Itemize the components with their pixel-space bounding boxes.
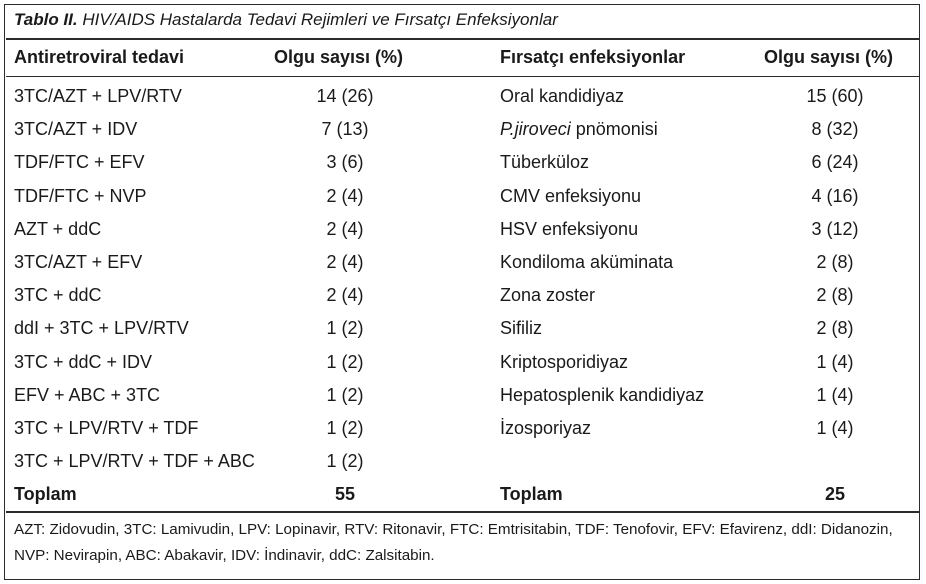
regimen-count-cell: 1 (2) <box>326 385 364 405</box>
header-rule <box>6 76 920 77</box>
infection-count-cell: 2 (8) <box>816 252 854 272</box>
regimen-cell: AZT + ddC <box>14 219 102 239</box>
bottom-rule <box>6 511 920 513</box>
table-caption <box>14 10 558 30</box>
infection-name: Kondiloma aküminata <box>500 252 674 272</box>
infection-name: Oral kandidiyaz <box>500 86 625 106</box>
infection-count-cell: 1 (4) <box>816 385 854 405</box>
header-antiretroviral: Antiretroviral tedavi <box>14 47 185 67</box>
footnote: AZT: Zidovudin, 3TC: Lamivudin, LPV: Lopinavir, RTV: Ritonavir, FTC: Emtrisitabin, TDF: Tenofovir, EFV: Efavirenz, ddI: Didanozin, NVP: Nevirapin, ABC: Abakavir, IDV: İndinavir, ddC: Zalsitabin. <box>14 521 893 564</box>
infection-italic-part: P.jiroveci <box>500 119 571 139</box>
infection-name: Hepatosplenik kandidiyaz <box>500 385 705 405</box>
regimen-cell: EFV + ABC + 3TC <box>14 385 161 405</box>
regimen-count-cell: 7 (13) <box>321 119 369 139</box>
infection-cell <box>500 118 658 140</box>
infection-count-cell: 1 (4) <box>816 418 854 438</box>
infection-count-cell: 1 (4) <box>816 352 854 372</box>
regimen-cell: TDF/FTC + NVP <box>14 186 147 206</box>
infection-name: İzosporiyaz <box>500 418 592 438</box>
infection-name: pnömonisi <box>570 119 658 139</box>
regimen-cell: 3TC + ddC <box>14 285 102 305</box>
infection-cell <box>500 317 542 339</box>
caption-text: HIV/AIDS Hastalarda Tedavi Rejimleri ve Fırsatçı Enfeksiyonlar <box>77 10 558 29</box>
header-right-count: Olgu sayısı (%) <box>764 47 894 67</box>
infection-cell <box>500 251 673 273</box>
right-total-label: Toplam <box>500 484 563 504</box>
regimen-cell: 3TC + LPV/RTV + TDF <box>14 418 199 438</box>
infection-name: CMV enfeksiyonu <box>500 186 642 206</box>
regimen-count-cell: 1 (2) <box>326 418 364 438</box>
left-total-label: Toplam <box>14 484 77 504</box>
infection-name: Sifiliz <box>500 318 543 338</box>
infection-cell <box>500 384 704 406</box>
regimen-cell: 3TC/AZT + IDV <box>14 119 138 139</box>
regimen-cell: 3TC + ddC + IDV <box>14 352 153 372</box>
infection-count-cell: 15 (60) <box>806 86 864 106</box>
header-left-count: Olgu sayısı (%) <box>274 47 404 67</box>
infection-cell <box>500 151 589 173</box>
regimen-count-cell: 2 (4) <box>326 219 364 239</box>
header-infections: Fırsatçı enfeksiyonlar <box>500 47 686 67</box>
infection-count-cell: 4 (16) <box>811 186 859 206</box>
infection-name: Kriptosporidiyaz <box>500 352 629 372</box>
regimen-count-cell: 3 (6) <box>326 152 364 172</box>
infection-name: Zona zoster <box>500 285 596 305</box>
right-total-value: 25 <box>824 484 846 504</box>
infection-count-cell: 8 (32) <box>811 119 859 139</box>
regimen-cell: 3TC/AZT + LPV/RTV <box>14 86 182 106</box>
infection-cell <box>500 284 595 306</box>
regimen-count-cell: 2 (4) <box>326 252 364 272</box>
caption-lead: Tablo II. <box>14 10 78 29</box>
regimen-count-cell: 1 (2) <box>326 352 364 372</box>
top-rule <box>6 38 920 40</box>
infection-cell <box>500 85 624 107</box>
left-total-value: 55 <box>334 484 356 504</box>
infection-cell <box>500 417 591 439</box>
infection-count-cell: 2 (8) <box>816 285 854 305</box>
infection-count-cell: 6 (24) <box>811 152 859 172</box>
regimen-cell: TDF/FTC + EFV <box>14 152 145 172</box>
regimen-count-cell: 14 (26) <box>316 86 374 106</box>
infection-count-cell: 2 (8) <box>816 318 854 338</box>
infection-cell <box>500 218 638 240</box>
regimen-count-cell: 1 (2) <box>326 318 364 338</box>
infection-name: HSV enfeksiyonu <box>500 219 639 239</box>
infection-name: Tüberküloz <box>500 152 590 172</box>
regimen-count-cell: 2 (4) <box>326 186 364 206</box>
infection-cell <box>500 185 641 207</box>
regimen-cell: ddI + 3TC + LPV/RTV <box>14 318 189 338</box>
regimen-count-cell: 2 (4) <box>326 285 364 305</box>
infection-cell <box>500 351 628 373</box>
infection-count-cell: 3 (12) <box>811 219 859 239</box>
regimen-cell: 3TC + LPV/RTV + TDF + ABC <box>14 451 255 471</box>
regimen-cell: 3TC/AZT + EFV <box>14 252 143 272</box>
regimen-count-cell: 1 (2) <box>326 451 364 471</box>
